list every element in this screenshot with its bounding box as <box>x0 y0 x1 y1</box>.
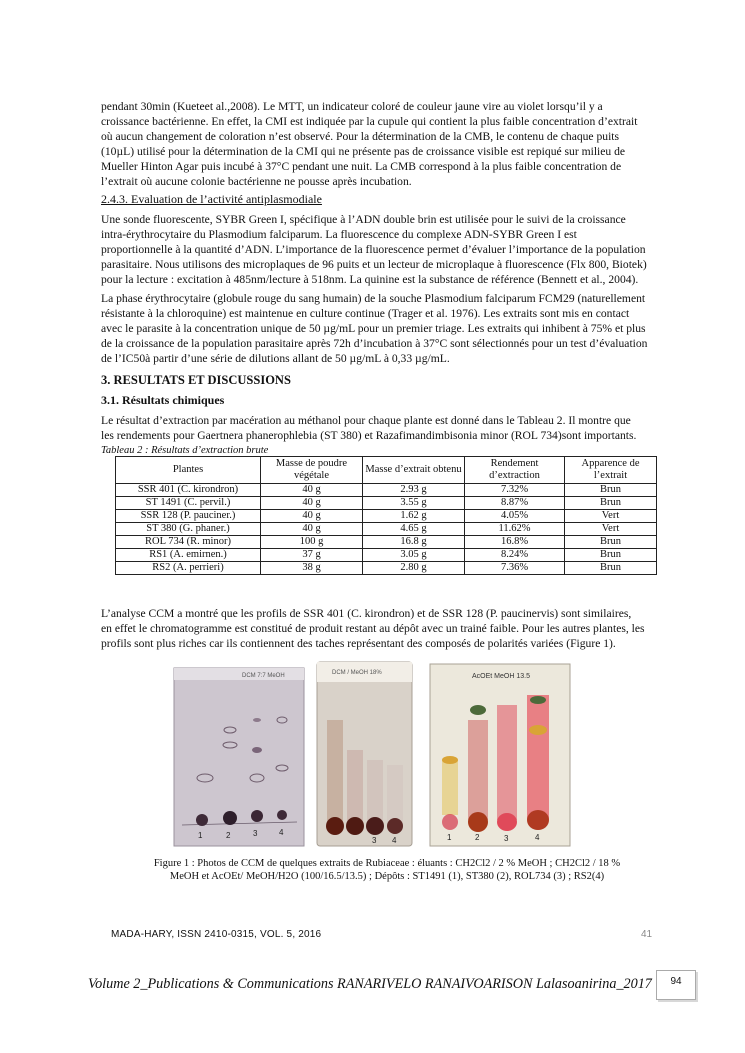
tlc-spot <box>253 718 261 722</box>
table-cell: Brun <box>565 484 657 497</box>
text-line: l’extrait où aucune colonie bactérienne ne pousse après incubation. <box>101 175 412 188</box>
table-header: Masse d’extrait obtenu <box>363 457 465 484</box>
text-line: pendant 30min (Kueteet al.,2008). Le MTT, un indicateur coloré de couleur jaune vire au violet lorsqu’il y a <box>101 100 603 113</box>
text-line: parasitaire. Nous utilisons des microplaques de 96 puits et un lecteur de microplaque à fluorescence (Flx 800, Biotek) <box>101 258 647 271</box>
text-line: Mueller Hinton Agar puis incubé à 37°C pendant une nuit. La CMB correspond à la plus faible concentration de <box>101 160 622 173</box>
table-header: Rendement d’extraction <box>465 457 565 484</box>
table-cell: 2.93 g <box>363 484 465 497</box>
table-cell: RS1 (A. emirnen.) <box>116 549 261 562</box>
figure-caption <box>137 857 637 883</box>
paragraph-mtt <box>101 99 657 189</box>
plate-1-label: DCM 7:7 MeOH <box>242 673 285 679</box>
tlc-spot <box>251 810 263 822</box>
table-cell: 4.05% <box>465 510 565 523</box>
page-number-box: 94 <box>656 970 696 1000</box>
table-cell: Vert <box>565 510 657 523</box>
text-line: de l’IC50à partir d’une série de dilutions allant de 50 µg/mL à 0,33 µg/mL. <box>101 352 450 365</box>
table-cell: Brun <box>565 549 657 562</box>
text-line: en effet le chromatogramme est constitué de produit restant au dépôt avec un trainé faible. Pour les autres plantes, les <box>101 622 645 635</box>
tlc-photos <box>172 660 632 850</box>
table-row <box>116 536 657 549</box>
table-cell: Vert <box>565 523 657 536</box>
text-line: Une sonde fluorescente, SYBR Green I, spécifique à l’ADN double brin est utilisée pour le suivi de la croissance <box>101 213 626 226</box>
table-row <box>116 549 657 562</box>
tlc-spot <box>326 817 344 835</box>
table-cell: 100 g <box>261 536 363 549</box>
table-cell: 38 g <box>261 562 363 575</box>
table-row <box>116 510 657 523</box>
table-cell: ST 1491 (C. pervil.) <box>116 497 261 510</box>
table-cell: RS2 (A. perrieri) <box>116 562 261 575</box>
table-cell: 11.62% <box>465 523 565 536</box>
table-caption: Tableau 2 : Résultats d’extraction brute <box>101 445 269 456</box>
section-subheading: 2.4.3. Evaluation de l’activité antiplasmodiale <box>101 192 322 206</box>
table-cell: 40 g <box>261 510 363 523</box>
table-cell: 37 g <box>261 549 363 562</box>
tlc-spot <box>252 747 262 753</box>
text-line: de la croissance de la population parasitaire après 72h d’incubation à 37°C sont sélectionnés pour un test d’évaluation <box>101 337 648 350</box>
volume-footer: Volume 2_Publications & Communications RANARIVELO RANAIVOARISON Lalasoanirina_2017 <box>88 976 652 992</box>
table-header-row <box>116 457 657 484</box>
table-cell: 2.80 g <box>363 562 465 575</box>
tlc-spot <box>223 811 237 825</box>
tlc-spot <box>530 696 546 704</box>
tlc-spot <box>529 725 547 735</box>
figure-caption-line: Figure 1 : Photos de CCM de quelques extraits de Rubiaceae : éluants : CH2Cl2 / 2 % MeOH ; CH2Cl2 / 18 % <box>153 858 621 869</box>
paragraph-sybr <box>101 212 657 287</box>
table-cell: 8.24% <box>465 549 565 562</box>
tlc-spot <box>196 814 208 826</box>
tlc-spot <box>346 817 364 835</box>
lane-number: 1 <box>447 833 452 842</box>
plate-2-label: DCM / MeOH 18% <box>332 670 382 676</box>
text-line: croissance bactérienne. En effet, la CMI est indiquée par la cupule qui contient la plus faible concentration d’extrait <box>101 115 638 128</box>
table-header: Apparence de l’extrait <box>565 457 657 484</box>
table-cell: 40 g <box>261 484 363 497</box>
table-cell: 7.32% <box>465 484 565 497</box>
journal-footer: MADA-HARY, ISSN 2410-0315, VOL. 5, 2016 <box>111 929 322 940</box>
text-line: profils sont plus riches car ils contiennent des taches représentant des composés de polarités variées (Figure 1). <box>101 637 616 650</box>
tlc-spot <box>442 814 458 830</box>
lane-number: 1 <box>198 831 203 840</box>
text-line: les rendements pour Gaertnera phanerophlebia (ST 380) et Razafimandimbisonia minor (ROL 734)sont importants. <box>101 429 637 442</box>
table-cell: 3.05 g <box>363 549 465 562</box>
table-header: Masse de poudre végétale <box>261 457 363 484</box>
section-heading: 3. RESULTATS ET DISCUSSIONS <box>101 373 291 387</box>
table-row <box>116 497 657 510</box>
text-line: proportionnelle à la quantité d’ADN. L’importance de la fluorescence permet d’évaluer l’importance de la population <box>101 243 646 256</box>
tlc-figure <box>172 660 632 850</box>
tlc-spot <box>277 810 287 820</box>
lane-number: 3 <box>372 836 377 845</box>
tlc-spot <box>470 705 486 715</box>
tlc-spot <box>497 813 517 831</box>
text-line: (10µL) utilisé pour la détermination de la CMI qui ne présente pas de croissance visible est repiqué sur milieu de <box>101 145 626 158</box>
paragraph-extraction <box>101 413 657 443</box>
lane-number: 4 <box>279 828 284 837</box>
table-row <box>116 484 657 497</box>
table-cell: 16.8 g <box>363 536 465 549</box>
table-cell: 3.55 g <box>363 497 465 510</box>
lane-number: 4 <box>392 836 397 845</box>
text-line: résistante à la chloroquine) est maintenue en culture continue (Trager et al. 1976). Les extraits sont mis en contact <box>101 307 630 320</box>
table-cell: SSR 401 (C. kirondron) <box>116 484 261 497</box>
text-line: Le résultat d’extraction par macération au méthanol pour chaque plante est donné dans le Tableau 2. Il montre que <box>101 414 631 427</box>
table-cell: ROL 734 (R. minor) <box>116 536 261 549</box>
table-cell: Brun <box>565 536 657 549</box>
tlc-spot <box>442 756 458 764</box>
table-cell: SSR 128 (P. pauciner.) <box>116 510 261 523</box>
table-cell: 4.65 g <box>363 523 465 536</box>
extraction-table <box>115 456 657 575</box>
lane-number: 3 <box>504 834 509 843</box>
tlc-spot <box>366 817 384 835</box>
table-cell: 8.87% <box>465 497 565 510</box>
lane-number: 2 <box>475 833 480 842</box>
lane-number: 3 <box>253 829 258 838</box>
table-cell: 40 g <box>261 497 363 510</box>
table-cell: Brun <box>565 497 657 510</box>
table-header: Plantes <box>116 457 261 484</box>
table-cell: ST 380 (G. phaner.) <box>116 523 261 536</box>
tlc-spot <box>387 818 403 834</box>
tlc-spot <box>527 810 549 830</box>
paragraph-ccm <box>101 606 657 651</box>
lane-number: 2 <box>226 831 231 840</box>
lane-number: 4 <box>535 833 540 842</box>
tlc-spot <box>468 812 488 832</box>
tlc-plate-2 <box>317 662 412 846</box>
table-row <box>116 562 657 575</box>
figure-caption-line: MeOH et AcOEt/ MeOH/H2O (100/16.5/13.5) ; Dépôts : ST1491 (1), ST380 (2), ROL734 (3) ; RS2(4) <box>169 871 605 882</box>
text-line: intra-érythrocytaire du Plasmodium falciparum. La fluorescence du complexe ADN-SYBR Green I est <box>101 228 577 241</box>
table-cell: 7.36% <box>465 562 565 575</box>
table-cell: 16.8% <box>465 536 565 549</box>
table-cell: 40 g <box>261 523 363 536</box>
journal-page-number: 41 <box>641 929 653 940</box>
table-row <box>116 523 657 536</box>
text-line: avec le parasite à la concentration unique de 50 µg/mL pour un premier triage. Les extraits qui inhibent à 75% et plus <box>101 322 646 335</box>
paragraph-plasmodium <box>101 291 657 366</box>
plate-3-label: AcOEt MeOH 13.5 <box>472 673 530 680</box>
table-cell: Brun <box>565 562 657 575</box>
text-line: La phase érythrocytaire (globule rouge du sang humain) de la souche Plasmodium falciparum FCM29 (naturellement <box>101 292 646 305</box>
text-line: L’analyse CCM a montré que les profils de SSR 401 (C. kirondron) et de SSR 128 (P. paucinervis) sont similaires, <box>101 607 632 620</box>
text-line: pour la lecture : excitation à 485nm/lecture à 518nm. La quinine est la substance de référence (Bennett et al., 2004). <box>101 273 639 286</box>
tlc-plate-3 <box>430 664 570 846</box>
table-cell: 1.62 g <box>363 510 465 523</box>
text-line: où aucun changement de coloration n’est observé. Pour la détermination de la CMB, le contenu de chaque puits <box>101 130 620 143</box>
tlc-plate-1 <box>174 668 304 846</box>
subsection-heading: 3.1. Résultats chimiques <box>101 393 225 407</box>
